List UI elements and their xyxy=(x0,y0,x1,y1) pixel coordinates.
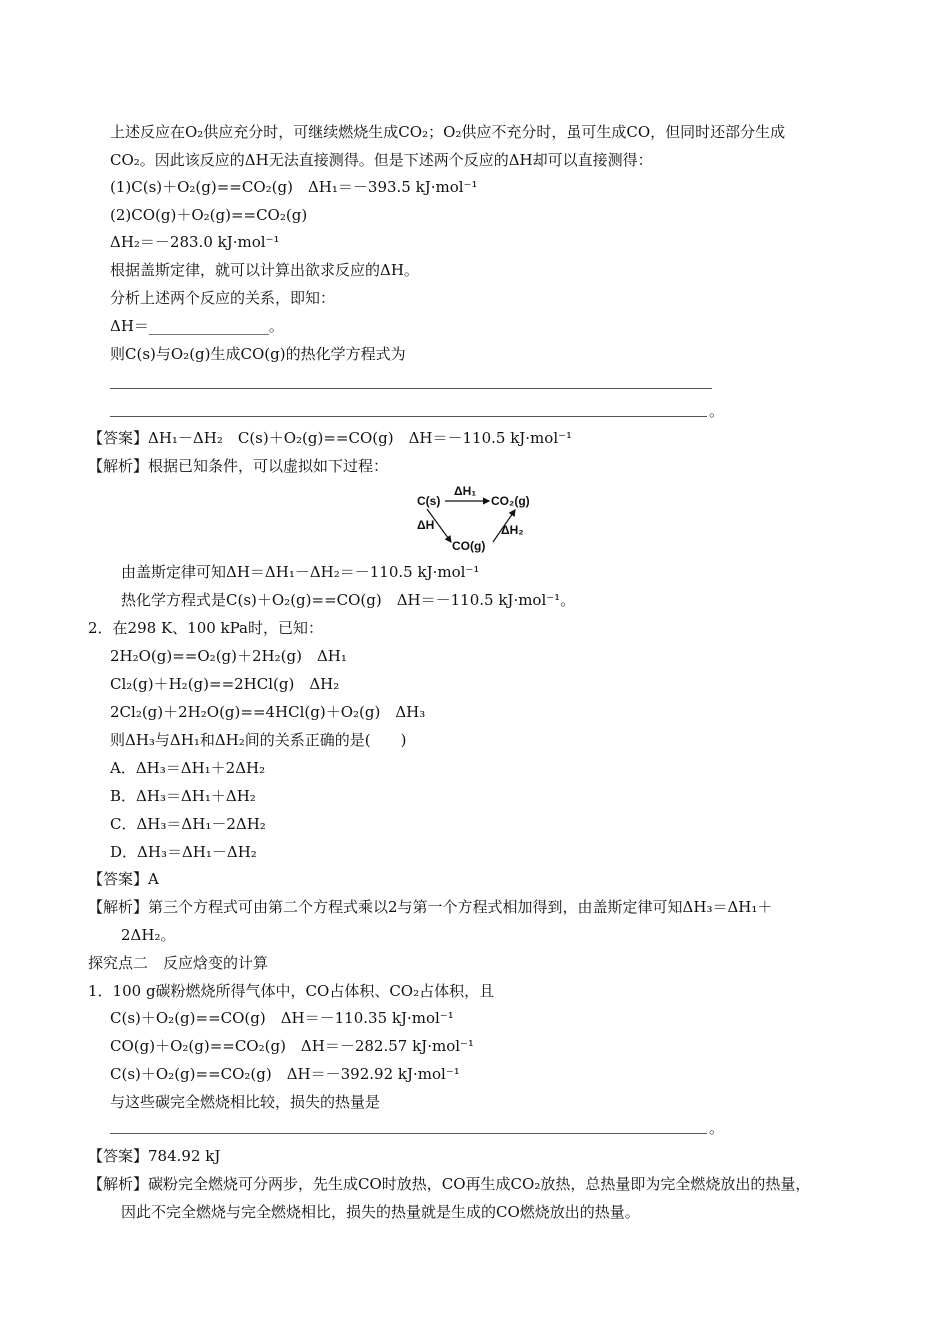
analysis-line: 由盖斯定律可知ΔH＝ΔH₁－ΔH₂＝－110.5 kJ·mol⁻¹ xyxy=(121,563,480,581)
answer-3: 【答案】784.92 kJ xyxy=(88,1147,221,1165)
paragraph-line: 根据盖斯定律，就可以计算出欲求反应的ΔH。 xyxy=(110,261,419,279)
fill-blank-line: ΔH＝________________。 xyxy=(110,317,284,335)
answer-2: 【答案】A xyxy=(88,870,159,888)
analysis-2-cont: 2ΔH₂。 xyxy=(121,926,176,944)
diagram-co-label: CO(g) xyxy=(452,539,486,553)
diagram-co2-label: CO₂(g) xyxy=(491,494,530,508)
answer-1: 【答案】ΔH₁－ΔH₂ C(s)＋O₂(g)==CO(g) ΔH＝－110.5 kJ·mol⁻¹ xyxy=(88,429,573,447)
period-mark: 。 xyxy=(709,402,725,420)
diagram-dh1-label: ΔH₁ xyxy=(454,484,477,498)
paragraph-line: CO₂。因此该反应的ΔH无法直接测得。但是下述两个反应的ΔH却可以直接测得： xyxy=(110,151,653,169)
question-3-equation: C(s)＋O₂(g)==CO(g) ΔH＝－110.35 kJ·mol⁻¹ xyxy=(110,1009,454,1027)
equation-2-enthalpy: ΔH₂＝－283.0 kJ·mol⁻¹ xyxy=(110,233,280,251)
paragraph-line: 上述反应在O₂供应充分时，可继续燃烧生成CO₂；O₂供应不充分时，虽可生成CO，但同时还部分生成 xyxy=(110,123,786,141)
answer-blank-line xyxy=(110,388,712,389)
question-2-equation: 2H₂O(g)==O₂(g)＋2H₂(g) ΔH₁ xyxy=(110,647,347,665)
question-3-stem: 与这些碳完全燃烧相比较，损失的热量是 xyxy=(110,1093,381,1111)
question-2-stem: 则ΔH₃与ΔH₁和ΔH₂间的关系正确的是( ) xyxy=(110,731,407,749)
analysis-3: 【解析】碳粉完全燃烧可分两步，先生成CO时放热，CO再生成CO₂放热，总热量即为完全燃烧放出的热量， xyxy=(88,1175,811,1193)
question-2-equation: 2Cl₂(g)＋2H₂O(g)==4HCl(g)＋O₂(g) ΔH₃ xyxy=(110,703,426,721)
hess-cycle-diagram xyxy=(405,482,555,554)
analysis-3-cont: 因此不完全燃烧与完全燃烧相比，损失的热量就是生成的CO燃烧放出的热量。 xyxy=(121,1203,640,1221)
analysis-line: 热化学方程式是C(s)＋O₂(g)==CO(g) ΔH＝－110.5 kJ·mol⁻¹。 xyxy=(121,591,576,609)
option-d: D．ΔH₃＝ΔH₁－ΔH₂ xyxy=(110,843,257,861)
question-3-equation: CO(g)＋O₂(g)==CO₂(g) ΔH＝－282.57 kJ·mol⁻¹ xyxy=(110,1037,474,1055)
question-3: 1．100 g碳粉燃烧所得气体中，CO占体积、CO₂占体积，且 xyxy=(88,982,495,1000)
paragraph-line: 则C(s)与O₂(g)生成CO(g)的热化学方程式为 xyxy=(110,345,406,363)
equation-1: (1)C(s)＋O₂(g)==CO₂(g) ΔH₁＝－393.5 kJ·mol⁻¹ xyxy=(110,178,478,196)
answer-blank-line xyxy=(110,1133,707,1134)
question-3-equation: C(s)＋O₂(g)==CO₂(g) ΔH＝－392.92 kJ·mol⁻¹ xyxy=(110,1065,460,1083)
equation-2: (2)CO(g)＋O₂(g)==CO₂(g) xyxy=(110,206,308,224)
option-b: B．ΔH₃＝ΔH₁＋ΔH₂ xyxy=(110,787,256,805)
diagram-dh2-label: ΔH₂ xyxy=(501,523,524,537)
question-2-equation: Cl₂(g)＋H₂(g)==2HCl(g) ΔH₂ xyxy=(110,675,340,693)
option-a: A．ΔH₃＝ΔH₁＋2ΔH₂ xyxy=(110,759,266,777)
analysis-2: 【解析】第三个方程式可由第二个方程式乘以2与第一个方程式相加得到，由盖斯定律可知ΔH₃＝ΔH₁＋ xyxy=(88,898,773,916)
answer-blank-line xyxy=(110,416,707,417)
option-c: C．ΔH₃＝ΔH₁－2ΔH₂ xyxy=(110,815,266,833)
paragraph-line: 分析上述两个反应的关系，即知： xyxy=(110,289,336,307)
section-heading: 探究点二 反应焓变的计算 xyxy=(88,954,269,972)
diagram-dh-label: ΔH xyxy=(417,518,435,532)
period-mark: 。 xyxy=(709,1119,725,1137)
question-2: 2．在298 K、100 kPa时，已知： xyxy=(88,619,323,637)
analysis-1: 【解析】根据已知条件，可以虚拟如下过程： xyxy=(88,457,389,475)
diagram-cs-label: C(s) xyxy=(417,494,441,508)
